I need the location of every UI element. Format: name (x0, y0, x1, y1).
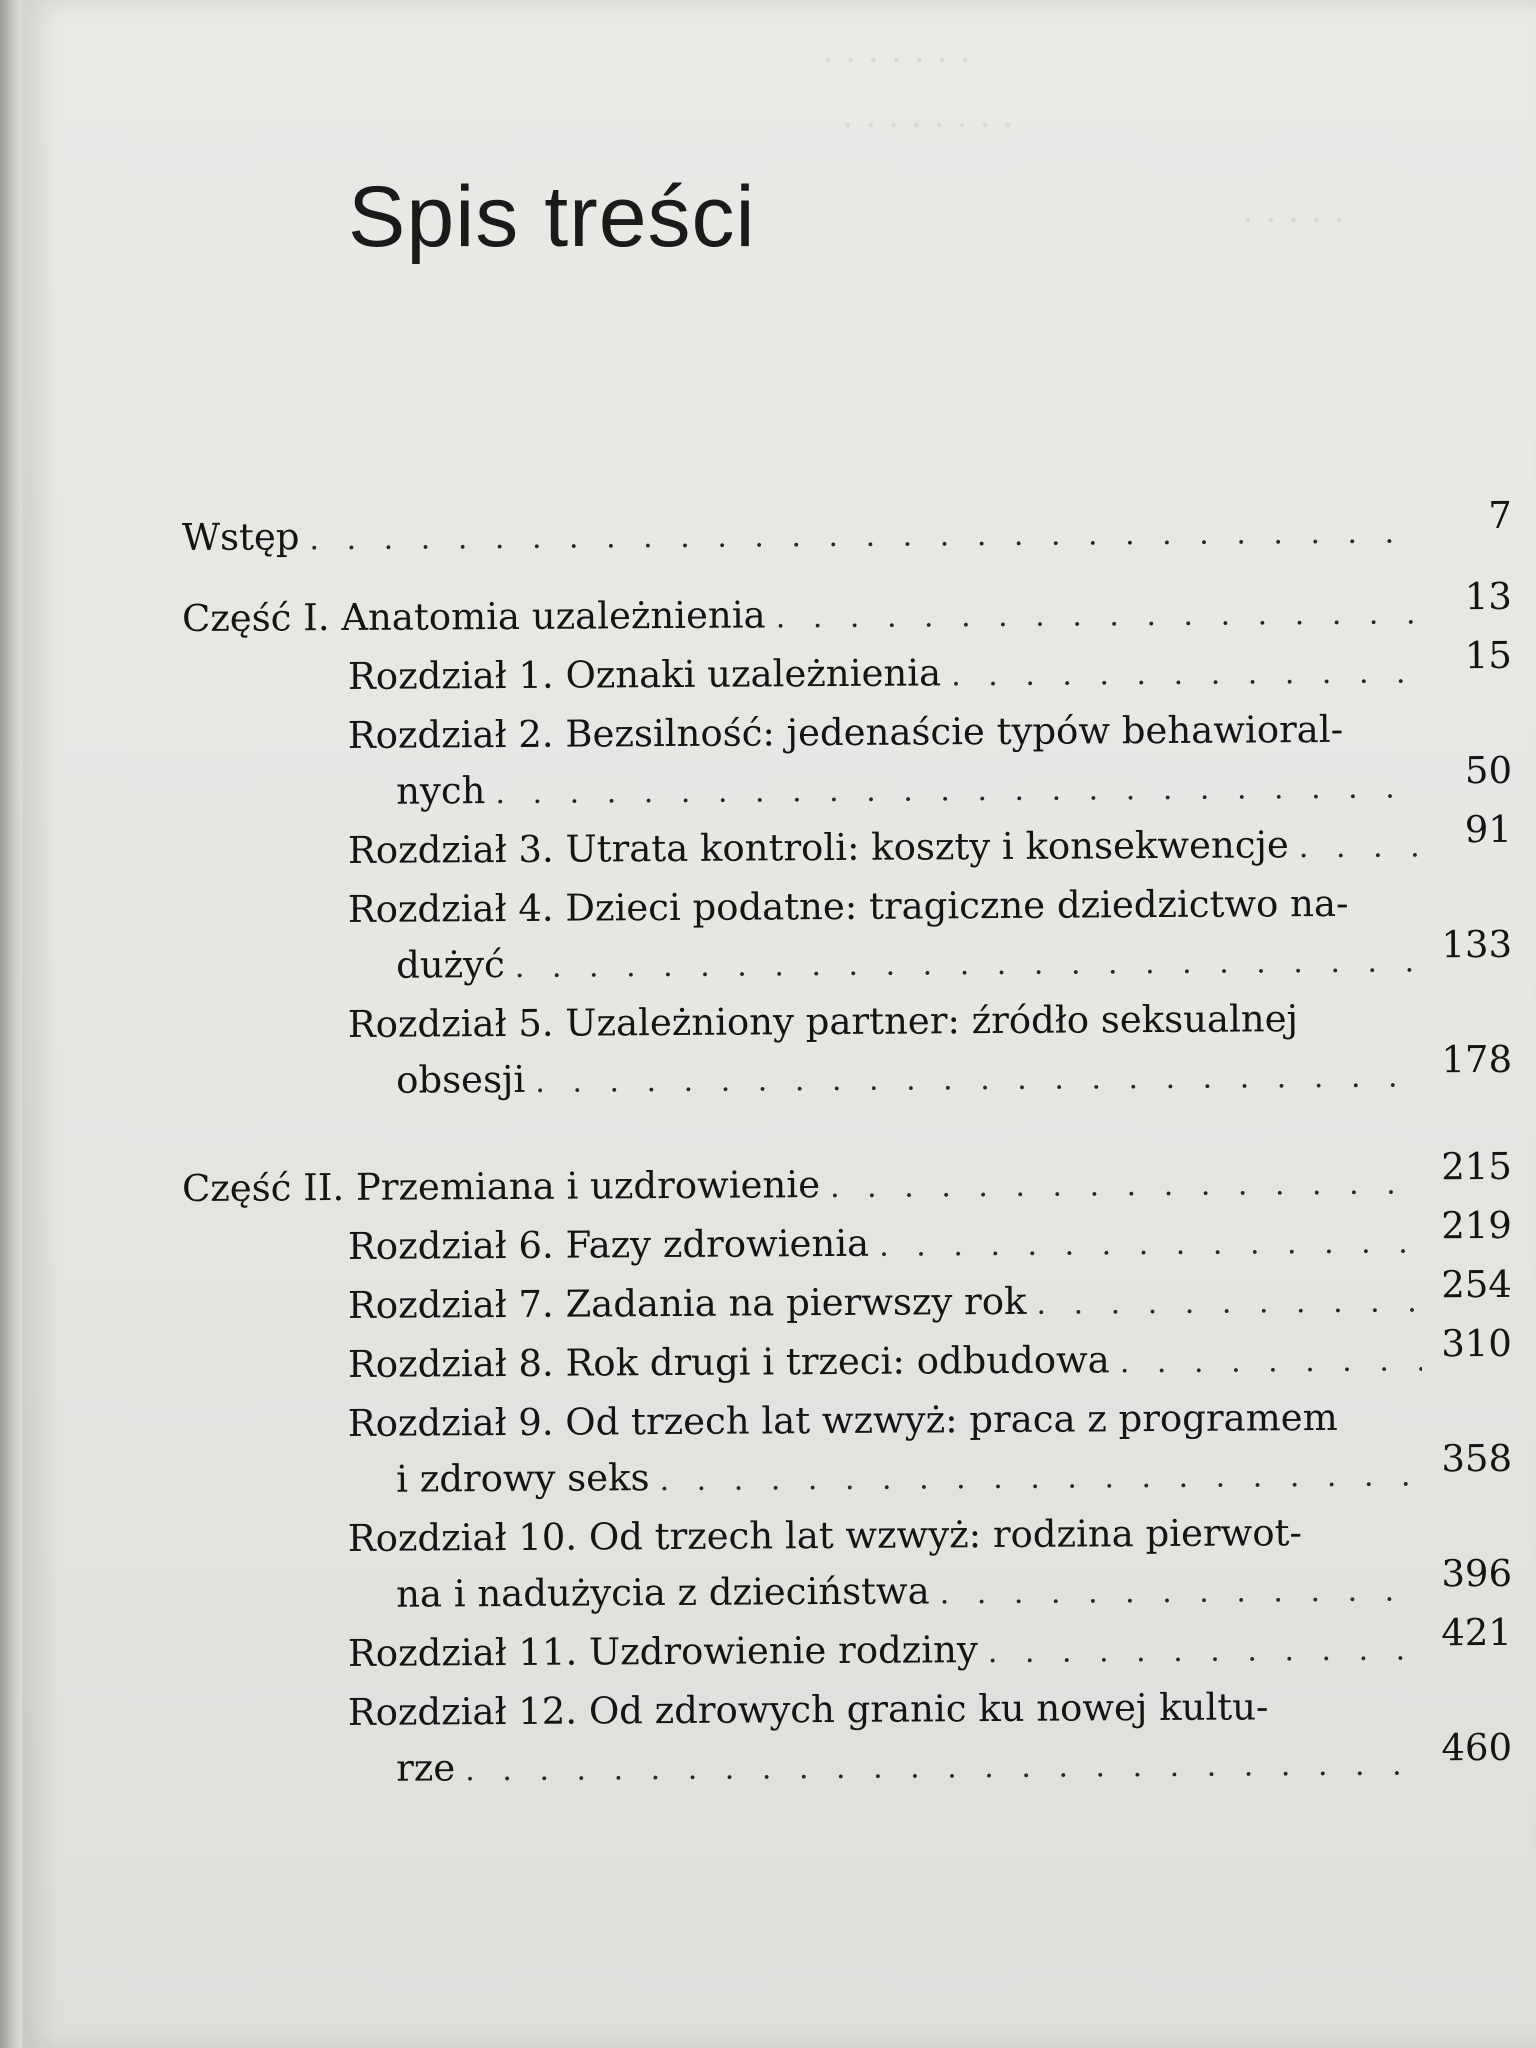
toc-entry-title-line: Rozdział 10. Od trzech lat wzwyż: rodzina pierwot- (347, 1511, 1303, 1560)
toc-entry-row (181, 1144, 1513, 1220)
toc-page-number: 421 (1441, 1610, 1513, 1655)
toc-chapter-entry (182, 875, 1513, 998)
toc-entry-row (347, 1321, 1513, 1396)
toc-page-number: 178 (1441, 1037, 1513, 1082)
bleed-through-text: . . . . . . . (822, 30, 971, 71)
toc-page-number: 460 (1441, 1725, 1513, 1770)
toc-entry-row (348, 748, 1513, 823)
toc-entry-title-line: Rozdział 5. Uzależniony partner: źródło seksualnej (347, 997, 1299, 1046)
toc-entry-row (348, 1551, 1513, 1626)
toc-entry-title: Rozdział 7. Zadania na pierwszy rok (347, 1279, 1027, 1327)
toc-entry-row (348, 1725, 1513, 1800)
toc-entry-title: Część I. Anatomia uzależnienia (181, 593, 766, 640)
toc-entry-title: Rozdział 8. Rok drugi i trzeci: odbudowa (347, 1338, 1110, 1386)
dot-leader (535, 1049, 1422, 1110)
toc-entry-row (348, 1436, 1513, 1511)
toc-entry-title: Rozdział 1. Oznaki uzależnienia (347, 651, 942, 698)
toc-chapter-entry (182, 1389, 1513, 1512)
toc-entry-title: rze (396, 1746, 456, 1790)
dot-leader (940, 1563, 1423, 1622)
toc-entry-title: i zdrowy seks (396, 1456, 650, 1501)
dot-leader (988, 1622, 1423, 1681)
toc-front-entry (181, 493, 1513, 569)
toc-chapter-entry (182, 701, 1513, 824)
toc-entry-row (348, 922, 1513, 997)
dot-leader (465, 1737, 1422, 1799)
toc-part-entry (181, 1144, 1513, 1220)
toc-entry-title: dużyć (396, 943, 505, 987)
toc-chapter-entry (182, 633, 1513, 709)
toc-page-number: 7 (1488, 493, 1513, 538)
toc-entry-title: Rozdział 11. Uzdrowienie rodziny (347, 1628, 978, 1675)
toc-chapter-entry (182, 807, 1513, 883)
dot-leader (515, 934, 1423, 996)
toc-page-number: 91 (1464, 807, 1513, 852)
bleed-through-text: . . . . . . . . (842, 95, 1014, 136)
toc-page-number: 133 (1441, 922, 1513, 967)
toc-entry-title: obsesji (396, 1057, 526, 1102)
toc-entry-row (181, 493, 1513, 569)
toc-entry-title-line: Rozdział 4. Dzieci podatne: tragiczne dziedzictwo na- (347, 881, 1349, 931)
toc-chapter-entry (182, 1262, 1513, 1338)
toc-page-number: 396 (1441, 1551, 1513, 1596)
toc-entry-title: Wstęp (181, 515, 300, 559)
page-title: Spis treści (348, 169, 756, 265)
dot-leader (830, 1156, 1422, 1216)
toc-entry-row (347, 633, 1513, 708)
toc-page-number: 50 (1464, 748, 1513, 793)
toc-page-number: 15 (1464, 633, 1513, 678)
toc-chapter-entry (182, 1504, 1513, 1627)
toc-part-entry (181, 574, 1513, 650)
toc-page-number: 310 (1441, 1321, 1513, 1366)
toc-entry-row (181, 574, 1513, 650)
toc-entry-title-line: Rozdział 12. Od zdrowych granic ku nowej kultu- (347, 1685, 1269, 1734)
book-spine-shadow (0, 0, 22, 2048)
dot-leader (495, 760, 1422, 822)
toc-entry-row (347, 1262, 1513, 1337)
toc-chapter-entry (182, 1321, 1513, 1397)
toc-entry-row (348, 1037, 1513, 1112)
toc-entry-title: nych (396, 769, 486, 813)
toc-entry-title: na i nadużycia z dzieciństwa (396, 1569, 930, 1616)
dot-leader (1036, 1274, 1422, 1332)
toc-entry-row (347, 1203, 1513, 1278)
toc-entry-title-line: Rozdział 9. Od trzech lat wzwyż: praca z programem (347, 1395, 1338, 1445)
dot-leader (659, 1448, 1422, 1509)
toc-entry-title: Rozdział 3. Utrata kontroli: koszty i konsekwencje (347, 823, 1289, 872)
dot-leader (951, 645, 1422, 704)
toc-entry-row (347, 807, 1513, 882)
toc-page-number: 358 (1441, 1436, 1513, 1481)
toc-chapter-entry (182, 1678, 1513, 1801)
toc-chapter-entry (182, 1610, 1513, 1686)
toc-entry-title: Rozdział 6. Fazy zdrowienia (347, 1221, 870, 1268)
bleed-through-text: . . . . . (1242, 190, 1345, 231)
toc-entry-title-line: Rozdział 2. Bezsilność: jedenaście typów behawioral- (347, 707, 1344, 757)
toc-page-number: 13 (1464, 574, 1513, 619)
toc-entry-title: Część II. Przemiana i uzdrowienie (181, 1163, 821, 1210)
toc-page-number: 219 (1441, 1203, 1513, 1248)
book-page (22, 0, 1536, 2048)
dot-leader (1120, 1333, 1423, 1391)
dot-leader (1299, 819, 1422, 876)
toc-chapter-entry (182, 1203, 1513, 1279)
toc-chapter-entry (182, 990, 1513, 1113)
toc-page-number: 254 (1441, 1262, 1513, 1307)
dot-leader (879, 1215, 1422, 1274)
table-of-contents (181, 493, 1513, 1801)
toc-page-number: 215 (1441, 1144, 1513, 1189)
dot-leader (776, 586, 1423, 646)
dot-leader (309, 505, 1422, 568)
toc-entry-row (347, 1610, 1513, 1685)
